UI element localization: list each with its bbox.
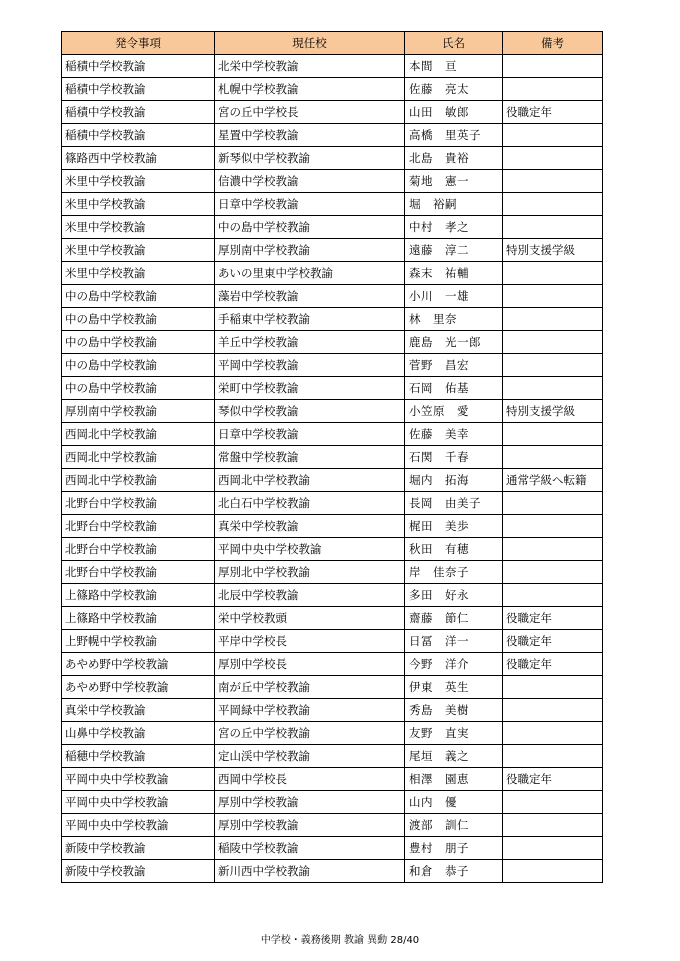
appointment-cell: 新陵中学校教諭: [62, 837, 215, 860]
remarks-cell: [503, 354, 603, 377]
current-school-cell: 北白石中学校教諭: [215, 492, 405, 515]
appointment-cell: 中の島中学校教諭: [62, 308, 215, 331]
table-row: [62, 101, 603, 124]
table-row: [62, 492, 603, 515]
remarks-cell: [503, 699, 603, 722]
table-row: [62, 377, 603, 400]
current-school-cell: 新川西中学校教諭: [215, 860, 405, 883]
appointment-cell: 米里中学校教諭: [62, 193, 215, 216]
appointment-cell: 真栄中学校教諭: [62, 699, 215, 722]
name-cell: 渡部 訓仁: [405, 814, 503, 837]
current-school-cell: あいの里東中学校教諭: [215, 262, 405, 285]
current-school-cell: 札幌中学校教諭: [215, 78, 405, 101]
name-cell: 中村 孝之: [405, 216, 503, 239]
appointment-cell: 中の島中学校教諭: [62, 285, 215, 308]
appointment-cell: 新陵中学校教諭: [62, 860, 215, 883]
current-school-cell: 栄中学校教頭: [215, 607, 405, 630]
current-school-cell: 厚別中学校長: [215, 653, 405, 676]
current-school-cell: 中の島中学校教諭: [215, 216, 405, 239]
remarks-cell: [503, 837, 603, 860]
remarks-cell: [503, 147, 603, 170]
appointment-cell: 上篠路中学校教諭: [62, 584, 215, 607]
name-cell: 日冨 洋一: [405, 630, 503, 653]
name-cell: 石関 千春: [405, 446, 503, 469]
current-school-cell: 新琴似中学校教諭: [215, 147, 405, 170]
appointment-cell: 上野幌中学校教諭: [62, 630, 215, 653]
current-school-cell: 手稲東中学校教諭: [215, 308, 405, 331]
name-cell: 佐藤 亮太: [405, 78, 503, 101]
appointment-cell: あやめ野中学校教諭: [62, 653, 215, 676]
name-cell: 長岡 由美子: [405, 492, 503, 515]
name-cell: 本間 亘: [405, 55, 503, 78]
appointment-cell: 米里中学校教諭: [62, 170, 215, 193]
current-school-cell: 藻岩中学校教諭: [215, 285, 405, 308]
table-row: [62, 745, 603, 768]
remarks-cell: 特別支援学級: [503, 239, 603, 262]
appointment-cell: 篠路西中学校教諭: [62, 147, 215, 170]
remarks-cell: [503, 285, 603, 308]
name-cell: 岸 佳奈子: [405, 561, 503, 584]
name-cell: 今野 洋介: [405, 653, 503, 676]
remarks-cell: [503, 791, 603, 814]
column-header-current-school: 現任校: [215, 32, 405, 55]
current-school-cell: 羊丘中学校教諭: [215, 331, 405, 354]
current-school-cell: 宮の丘中学校長: [215, 101, 405, 124]
table-row: [62, 239, 603, 262]
table-row: [62, 768, 603, 791]
table-row: [62, 285, 603, 308]
remarks-cell: [503, 331, 603, 354]
name-cell: 秀島 美樹: [405, 699, 503, 722]
appointment-cell: 稲穂中学校教諭: [62, 745, 215, 768]
current-school-cell: 平岸中学校長: [215, 630, 405, 653]
name-cell: 尾垣 義之: [405, 745, 503, 768]
table-row: [62, 147, 603, 170]
name-cell: 森末 祐輔: [405, 262, 503, 285]
appointment-cell: 稲積中学校教諭: [62, 124, 215, 147]
table-row: [62, 561, 603, 584]
remarks-cell: [503, 446, 603, 469]
current-school-cell: 宮の丘中学校教諭: [215, 722, 405, 745]
name-cell: 豊村 朋子: [405, 837, 503, 860]
table-row: [62, 791, 603, 814]
current-school-cell: 日章中学校教諭: [215, 193, 405, 216]
table-row: [62, 837, 603, 860]
name-cell: 鹿島 光一郎: [405, 331, 503, 354]
appointment-cell: 北野台中学校教諭: [62, 492, 215, 515]
table-row: [62, 630, 603, 653]
current-school-cell: 星置中学校教諭: [215, 124, 405, 147]
remarks-cell: [503, 538, 603, 561]
appointment-cell: 稲積中学校教諭: [62, 101, 215, 124]
table-row: [62, 699, 603, 722]
table-row: [62, 676, 603, 699]
table-row: [62, 607, 603, 630]
table-row: [62, 469, 603, 492]
table-row: [62, 653, 603, 676]
appointment-cell: 中の島中学校教諭: [62, 331, 215, 354]
current-school-cell: 稲陵中学校教諭: [215, 837, 405, 860]
current-school-cell: 厚別中学校教諭: [215, 791, 405, 814]
table-row: [62, 446, 603, 469]
remarks-cell: [503, 722, 603, 745]
remarks-cell: [503, 515, 603, 538]
remarks-cell: [503, 745, 603, 768]
remarks-cell: [503, 423, 603, 446]
remarks-cell: [503, 676, 603, 699]
appointment-cell: 中の島中学校教諭: [62, 377, 215, 400]
current-school-cell: 定山渓中学校教諭: [215, 745, 405, 768]
table-row: [62, 308, 603, 331]
name-cell: 齋藤 節仁: [405, 607, 503, 630]
name-cell: 遠藤 淳二: [405, 239, 503, 262]
table-header-row: [62, 32, 603, 55]
remarks-cell: [503, 377, 603, 400]
table-row: [62, 814, 603, 837]
current-school-cell: 厚別南中学校教諭: [215, 239, 405, 262]
remarks-cell: [503, 78, 603, 101]
appointment-cell: 中の島中学校教諭: [62, 354, 215, 377]
table-row: [62, 193, 603, 216]
remarks-cell: [503, 308, 603, 331]
current-school-cell: 厚別北中学校教諭: [215, 561, 405, 584]
appointment-cell: 米里中学校教諭: [62, 239, 215, 262]
current-school-cell: 厚別中学校教諭: [215, 814, 405, 837]
current-school-cell: 日章中学校教諭: [215, 423, 405, 446]
name-cell: 堀内 拓海: [405, 469, 503, 492]
name-cell: 山内 優: [405, 791, 503, 814]
current-school-cell: 西岡中学校長: [215, 768, 405, 791]
table-row: [62, 423, 603, 446]
appointment-cell: 稲積中学校教諭: [62, 78, 215, 101]
current-school-cell: 北栄中学校教諭: [215, 55, 405, 78]
name-cell: 菊地 憲一: [405, 170, 503, 193]
current-school-cell: 栄町中学校教諭: [215, 377, 405, 400]
table-row: [62, 354, 603, 377]
current-school-cell: 平岡中学校教諭: [215, 354, 405, 377]
remarks-cell: [503, 124, 603, 147]
column-header-appointment: 発令事項: [62, 32, 215, 55]
current-school-cell: 南が丘中学校教諭: [215, 676, 405, 699]
table-row: [62, 584, 603, 607]
name-cell: 石岡 佑基: [405, 377, 503, 400]
current-school-cell: 真栄中学校教諭: [215, 515, 405, 538]
column-header-remarks: 備考: [503, 32, 603, 55]
appointment-cell: 西岡北中学校教諭: [62, 446, 215, 469]
table-row: [62, 170, 603, 193]
appointment-cell: 平岡中央中学校教諭: [62, 768, 215, 791]
table-row: [62, 331, 603, 354]
remarks-cell: [503, 584, 603, 607]
remarks-cell: 役職定年: [503, 653, 603, 676]
name-cell: 梶田 美歩: [405, 515, 503, 538]
current-school-cell: 平岡中央中学校教諭: [215, 538, 405, 561]
name-cell: 和倉 恭子: [405, 860, 503, 883]
remarks-cell: 特別支援学級: [503, 400, 603, 423]
remarks-cell: 通常学級へ転籍: [503, 469, 603, 492]
name-cell: 小笠原 愛: [405, 400, 503, 423]
remarks-cell: [503, 860, 603, 883]
name-cell: 山田 敏郎: [405, 101, 503, 124]
current-school-cell: 西岡北中学校教諭: [215, 469, 405, 492]
appointment-cell: 米里中学校教諭: [62, 216, 215, 239]
remarks-cell: 役職定年: [503, 101, 603, 124]
remarks-cell: 役職定年: [503, 607, 603, 630]
table-row: [62, 216, 603, 239]
name-cell: 北島 貴裕: [405, 147, 503, 170]
name-cell: 相澤 園恵: [405, 768, 503, 791]
remarks-cell: [503, 814, 603, 837]
name-cell: 伊東 英生: [405, 676, 503, 699]
remarks-cell: [503, 262, 603, 285]
current-school-cell: 平岡緑中学校教諭: [215, 699, 405, 722]
remarks-cell: [503, 492, 603, 515]
appointment-cell: 北野台中学校教諭: [62, 538, 215, 561]
appointment-cell: 稲積中学校教諭: [62, 55, 215, 78]
appointment-cell: 北野台中学校教諭: [62, 561, 215, 584]
name-cell: 佐藤 美幸: [405, 423, 503, 446]
appointment-cell: 平岡中央中学校教諭: [62, 814, 215, 837]
table-row: [62, 78, 603, 101]
appointment-cell: 北野台中学校教諭: [62, 515, 215, 538]
current-school-cell: 北辰中学校教諭: [215, 584, 405, 607]
table-row: [62, 124, 603, 147]
column-header-name: 氏名: [405, 32, 503, 55]
appointment-cell: 厚別南中学校教諭: [62, 400, 215, 423]
name-cell: 堀 裕嗣: [405, 193, 503, 216]
appointment-cell: 米里中学校教諭: [62, 262, 215, 285]
current-school-cell: 琴似中学校教諭: [215, 400, 405, 423]
table-body: [62, 55, 603, 883]
appointment-cell: 山鼻中学校教諭: [62, 722, 215, 745]
current-school-cell: 常盤中学校教諭: [215, 446, 405, 469]
remarks-cell: [503, 216, 603, 239]
name-cell: 小川 一雄: [405, 285, 503, 308]
remarks-cell: [503, 170, 603, 193]
name-cell: 多田 好永: [405, 584, 503, 607]
appointment-cell: あやめ野中学校教諭: [62, 676, 215, 699]
remarks-cell: 役職定年: [503, 768, 603, 791]
remarks-cell: [503, 55, 603, 78]
name-cell: 秋田 有穂: [405, 538, 503, 561]
table-row: [62, 55, 603, 78]
table-row: [62, 722, 603, 745]
appointment-cell: 西岡北中学校教諭: [62, 469, 215, 492]
appointment-cell: 平岡中央中学校教諭: [62, 791, 215, 814]
remarks-cell: [503, 193, 603, 216]
name-cell: 林 里奈: [405, 308, 503, 331]
table-row: [62, 860, 603, 883]
name-cell: 友野 直実: [405, 722, 503, 745]
appointment-cell: 西岡北中学校教諭: [62, 423, 215, 446]
personnel-table: [61, 31, 603, 883]
remarks-cell: 役職定年: [503, 630, 603, 653]
table-row: [62, 515, 603, 538]
current-school-cell: 信濃中学校教諭: [215, 170, 405, 193]
table-row: [62, 400, 603, 423]
remarks-cell: [503, 561, 603, 584]
appointment-cell: 上篠路中学校教諭: [62, 607, 215, 630]
page-footer: 中学校・義務後期 教諭 異動 28/40: [260, 935, 420, 946]
name-cell: 菅野 昌宏: [405, 354, 503, 377]
table-row: [62, 538, 603, 561]
table-row: [62, 262, 603, 285]
name-cell: 高橋 里英子: [405, 124, 503, 147]
